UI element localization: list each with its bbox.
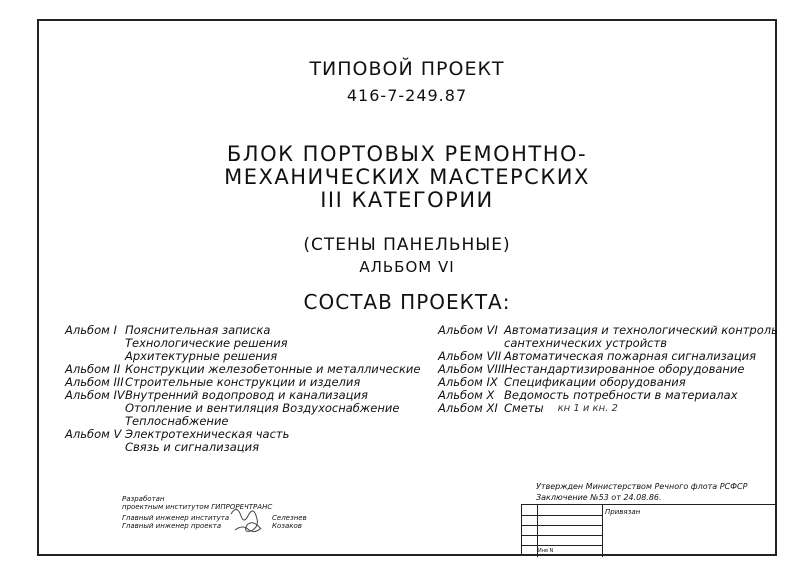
signature-icon <box>225 500 270 538</box>
album-text: Теплоснабжение <box>125 414 229 428</box>
album-label: Альбом VI <box>438 323 498 337</box>
album-text: Нестандартизированное оборудование <box>504 362 745 376</box>
album-text: Автоматизация и технологический контроль <box>504 323 778 337</box>
album-text: Электротехническая часть <box>125 427 290 441</box>
album-text: Отопление и вентиляция Воздухоснабжение <box>125 401 400 415</box>
album-label: Альбом I <box>65 323 117 337</box>
main-title-line-1: БЛОК ПОРТОВЫХ РЕМОНТНО- <box>226 142 588 166</box>
left-album-list <box>65 324 420 454</box>
album-label: Альбом IV <box>65 388 125 402</box>
album-text: Конструкции железобетонные и металлические <box>125 362 421 376</box>
album-label: Альбом V <box>65 427 122 441</box>
album-text: сантехнических устройств <box>504 336 667 350</box>
album-label <box>65 441 125 454</box>
approval-line-2: Заключение №53 от 24.08.86. <box>536 493 662 502</box>
album-text: Внутренний водопровод и канализация <box>125 388 368 402</box>
album-label: Альбом XI <box>438 401 498 415</box>
inventory-label: Инв N <box>538 548 554 554</box>
stamp-rule <box>522 525 602 526</box>
chief-engineer-name: Селезнев <box>272 514 307 522</box>
list-item <box>65 441 420 454</box>
album-label: Альбом II <box>65 362 121 376</box>
title-block-stamp <box>521 504 777 556</box>
approval-block <box>536 481 747 503</box>
album-label: Альбом X <box>438 388 495 402</box>
album-text: Пояснительная записка <box>125 323 271 337</box>
developer-line-1: Разработан <box>122 495 165 503</box>
album-text: Архитектурные решения <box>125 349 278 363</box>
album-label: Альбом VIII <box>438 362 505 376</box>
header-title: ТИПОВОЙ ПРОЕКТ <box>309 58 505 80</box>
album-text: Сметы <box>504 401 544 415</box>
handwritten-note: кн 1 и кн. 2 <box>557 403 618 414</box>
project-number: 416-7-249.87 <box>346 86 468 105</box>
main-title-line-3: III КАТЕГОРИИ <box>320 188 494 212</box>
attached-label: Привязан <box>605 508 641 516</box>
album-label: Альбом VII <box>438 349 502 363</box>
composition-heading: СОСТАВ ПРОЕКТА: <box>303 290 511 314</box>
project-engineer-name: Козаков <box>272 522 302 530</box>
album-label <box>65 337 125 350</box>
list-item <box>65 402 420 415</box>
album-label <box>65 402 125 415</box>
subtitle-album: АЛЬБОМ VI <box>359 258 455 276</box>
main-title-line-2: МЕХАНИЧЕСКИХ МАСТЕРСКИХ <box>224 165 590 189</box>
album-text: Автоматическая пожарная сигнализация <box>504 349 757 363</box>
project-engineer-label: Главный инженер проекта <box>122 522 222 530</box>
developer-line-2: проектным институтом ГИПРОРЕЧТРАНС <box>122 503 273 511</box>
album-label: Альбом IX <box>438 375 498 389</box>
stamp-rule <box>522 515 602 516</box>
album-label: Альбом III <box>65 375 124 389</box>
list-item <box>438 402 778 415</box>
album-text: Строительные конструкции и изделия <box>125 375 361 389</box>
album-text: Ведомость потребности в материалах <box>504 388 738 402</box>
album-text: Связь и сигнализация <box>125 440 260 454</box>
chief-engineer-label: Главный инженер института <box>122 514 230 522</box>
right-album-list <box>438 324 778 415</box>
stamp-rule <box>602 505 603 557</box>
album-text: Технологические решения <box>125 336 288 350</box>
subtitle-walls: (СТЕНЫ ПАНЕЛЬНЫЕ) <box>303 235 511 255</box>
approval-line-1: Утвержден Министерством Речного флота РСФСР <box>536 482 748 491</box>
stamp-rule <box>522 535 602 536</box>
stamp-rule <box>522 545 602 546</box>
album-text: Спецификации оборудования <box>504 375 686 389</box>
